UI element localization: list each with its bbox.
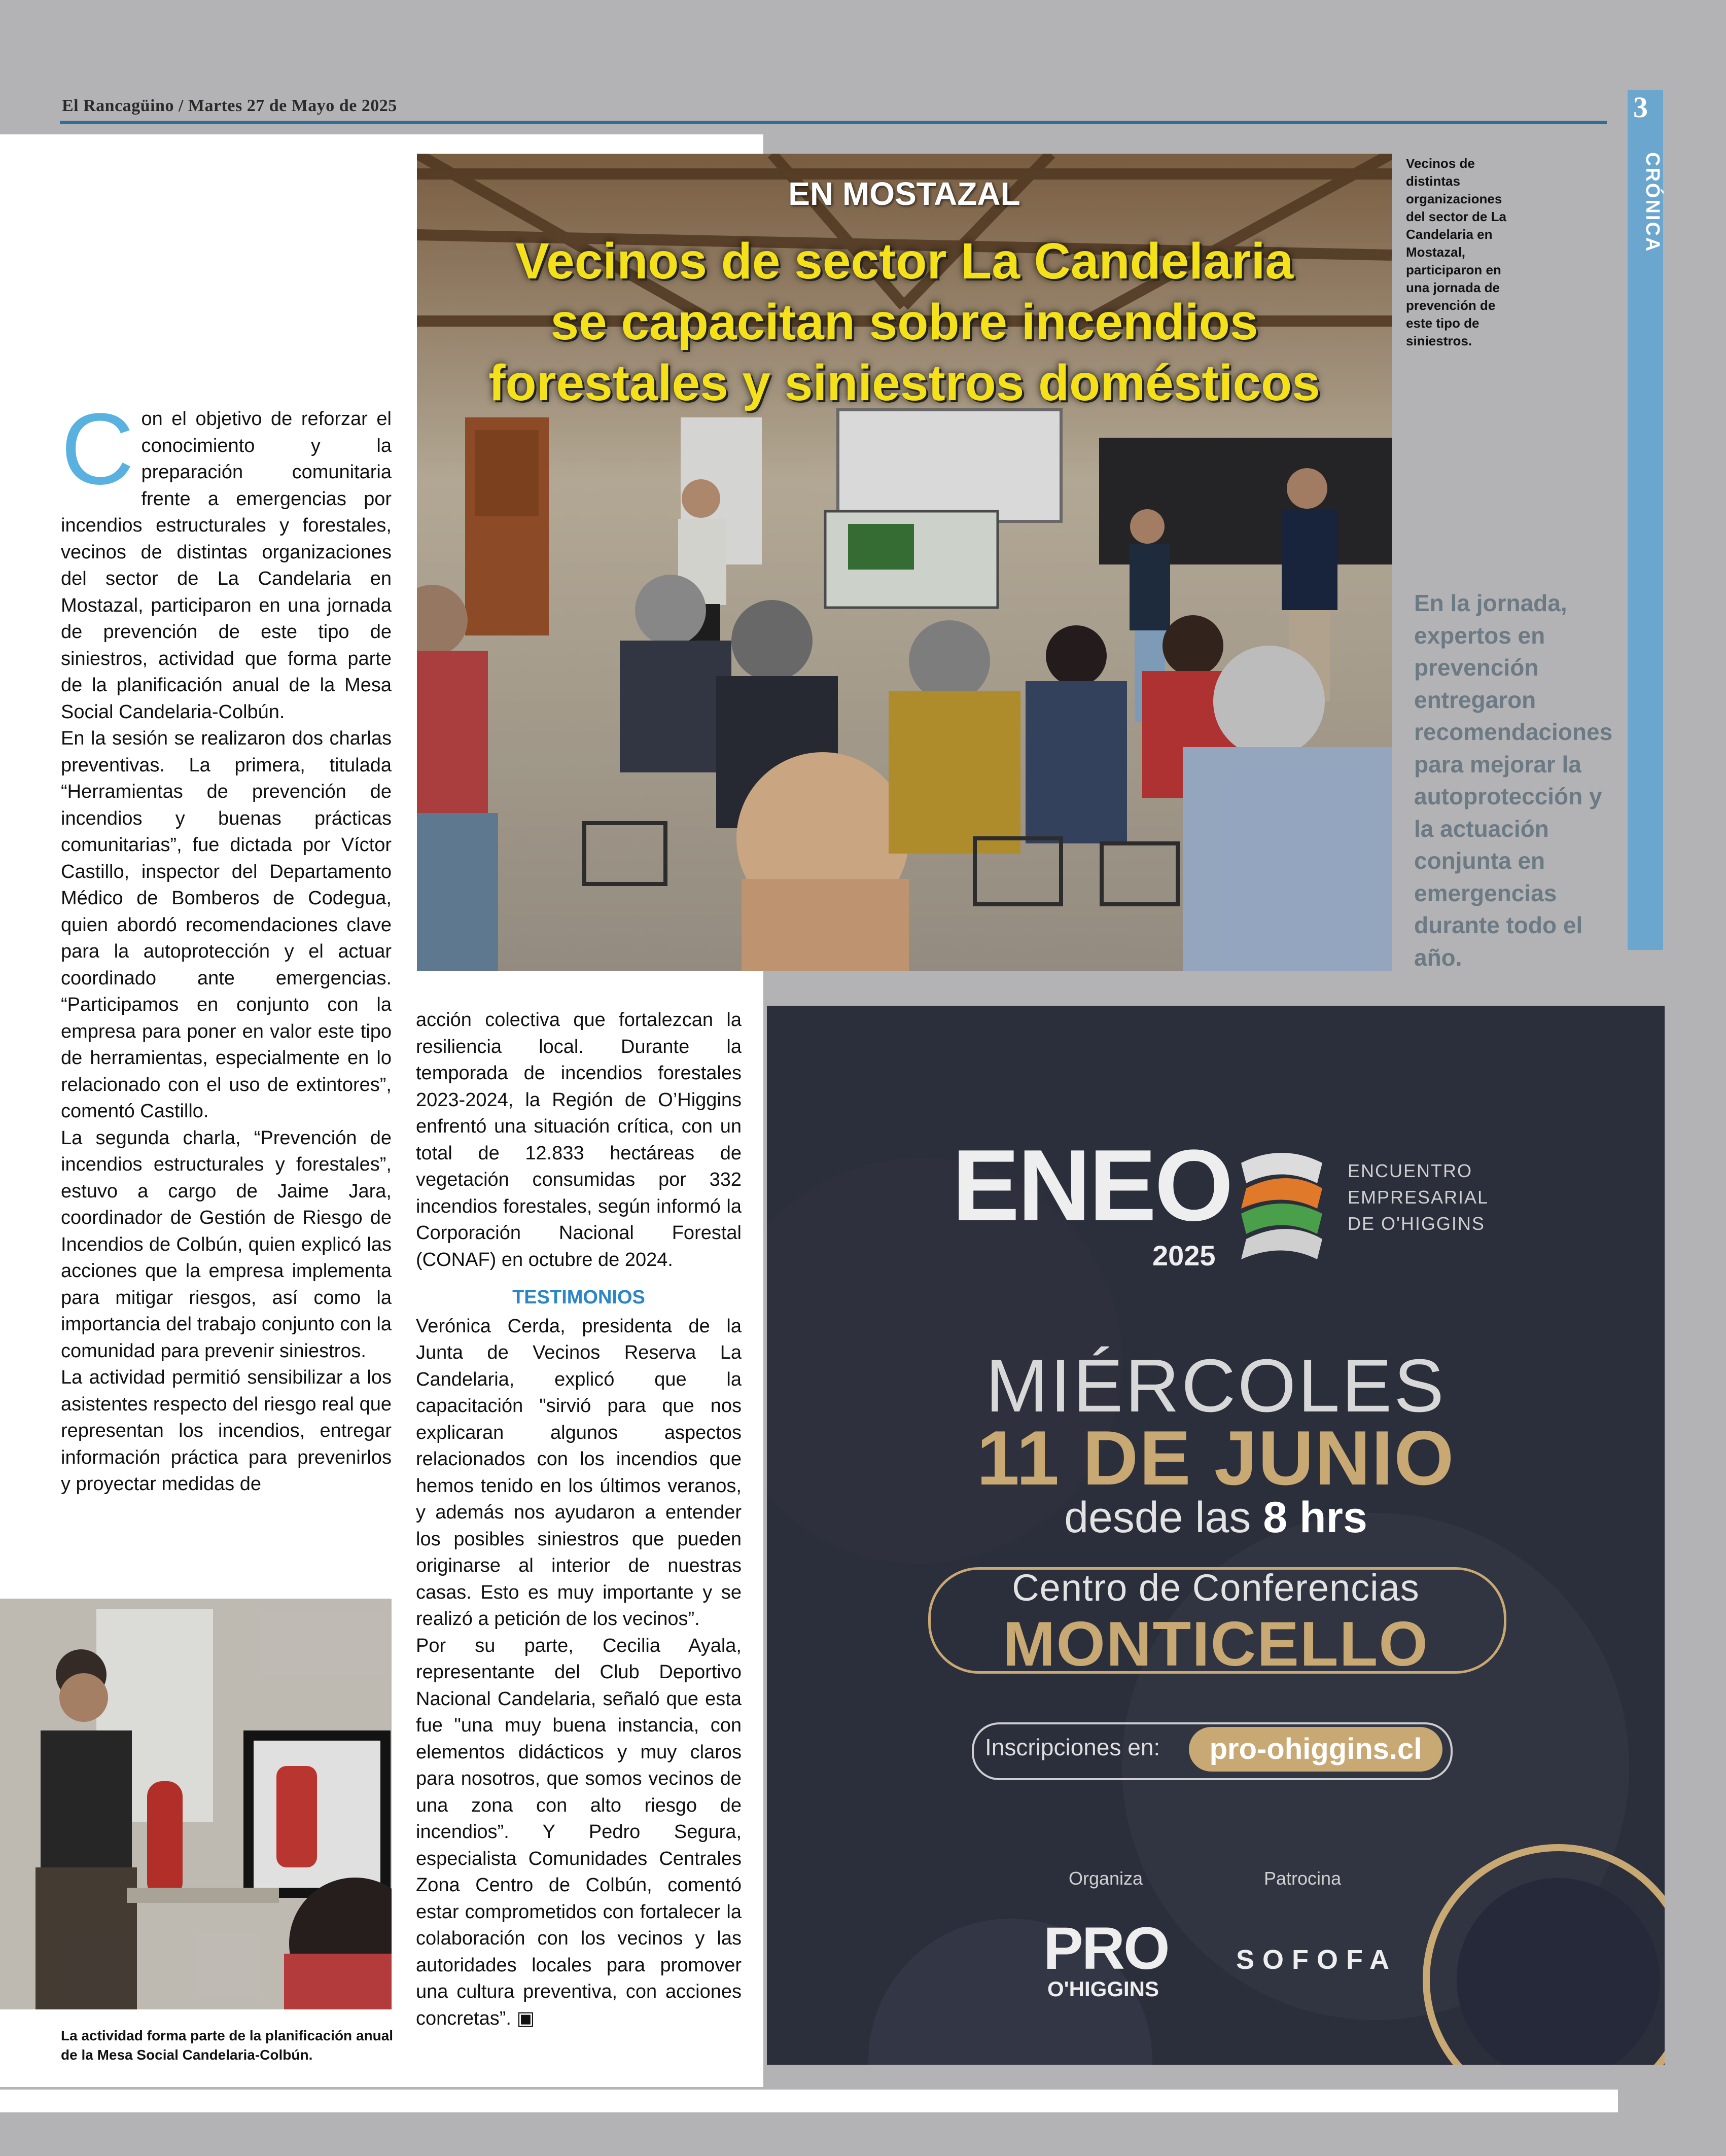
eneo-logo: ENEO bbox=[952, 1129, 1231, 1242]
paragraph: La segunda charla, “Prevención de incendios estructurales y forestales”, estuvo a cargo de Jaime Jara, coordinador de Gestión de Riesgo de Incendios de Colbún, quien explicó las acciones que la empresa implementa para mitigar riesgos, así como la importancia del trabajo conjunto con la comunidad para prevenir siniestros. bbox=[61, 1127, 392, 1362]
ad-venue-label: Centro de Conferencias bbox=[1012, 1567, 1420, 1609]
secondary-photo-caption: La actividad forma parte de la planificación anual de la Mesa Social Candelaria-Colbún. bbox=[61, 2028, 394, 2063]
page-number: 3 bbox=[1633, 91, 1648, 124]
registration-url-link[interactable]: pro-ohiggins.cl bbox=[1209, 1733, 1422, 1765]
logo-subtitle-line: DE O'HIGGINS bbox=[1348, 1213, 1485, 1234]
paragraph: La actividad permitió sensibilizar a los asistentes respecto del riesgo real que representan los incendios, entregar información práctica para prevenirlos y proyectar medidas de bbox=[61, 1367, 392, 1495]
masthead-date: El Rancagüino / Martes 27 de Mayo de 2025 bbox=[62, 96, 397, 115]
drop-cap: C bbox=[61, 393, 134, 506]
paragraph: Por su parte, Cecilia Ayala, representante del Club Deportivo Nacional Candelaria, señaló que esta fue "una muy buena instancia, con elementos didácticos y muy claros para nosotros, que somos vecinos de una zona con alto riesgo de incendios”. Y Pedro Segura, especialista Comunidades Centrales Zona Centro de Colbún, comentó estar comprometidos con fortalecer la colaboración con los vecinos y las autoridades locales para promover una cultura preventiva, con acciones concretas”. ▣ bbox=[416, 1635, 742, 2029]
sofofa-logo: SOFOFA bbox=[1236, 1945, 1398, 1975]
ad-time-value: 8 hrs bbox=[1263, 1493, 1367, 1542]
ad-date: 11 DE JUNIO bbox=[976, 1415, 1455, 1501]
eneo-logo-year: 2025 bbox=[1152, 1240, 1216, 1271]
photo-caption-top: Vecinos de distintas organizaciones del sector de La Candelaria en Mostazal, participaron en una jornada de prevención de este tipo de siniestros. bbox=[1406, 156, 1506, 348]
ad-day: MIÉRCOLES bbox=[985, 1344, 1446, 1428]
ad-time-prefix: desde las bbox=[1064, 1493, 1251, 1542]
page-paper-bottom bbox=[0, 2090, 1618, 2112]
article-column-1 bbox=[61, 393, 392, 1498]
paragraph: acción colectiva que fortalezcan la resiliencia local. Durante la temporada de incendios forestales 2023-2024, la Región de O’Higgins enfrentó una situación crítica, con un total de 12.833 hectáreas de vegetación consumidas por 332 incendios forestales, según informó la Corporación Nacional Forestal (CONAF) en octubre de 2024. bbox=[416, 1009, 742, 1270]
eneo-logo-subtitle bbox=[1348, 1158, 1489, 1237]
headline-line-3: forestales y siniestros domésticos bbox=[488, 355, 1320, 411]
headline-line-1: Vecinos de sector La Candelaria bbox=[515, 233, 1293, 290]
article-headline bbox=[417, 231, 1392, 413]
registration-label: Inscripciones en: bbox=[985, 1734, 1160, 1760]
subheading: TESTIMONIOS bbox=[512, 1287, 645, 1308]
article-column-2 bbox=[416, 1007, 742, 2032]
logo-subtitle-line: ENCUENTRO bbox=[1348, 1160, 1473, 1181]
secondary-photo-illustration bbox=[0, 1599, 392, 2009]
secondary-photo bbox=[0, 1599, 392, 2009]
header-rule bbox=[60, 121, 1607, 124]
organizer-label: Organiza bbox=[1069, 1868, 1143, 1889]
pro-ohiggins-logo: PRO bbox=[1043, 1915, 1169, 1982]
logo-subtitle-line: EMPRESARIAL bbox=[1348, 1187, 1489, 1208]
paragraph: on el objetivo de reforzar el conocimiento y la preparación comunitaria frente a emergencias por incendios estructurales y forestales, vecinos de distintas organizaciones del sector de La Candelaria en Mostazal, participaron en una jornada de prevención de este tipo de siniestros, actividad que forma parte de la planificación anual de la Mesa Social Candelaria-Colbún. bbox=[61, 408, 392, 723]
section-label: CRÓNICA bbox=[1642, 152, 1663, 253]
article-kicker: EN MOSTAZAL bbox=[788, 175, 1020, 212]
side-caption: En la jornada, expertos en prevención entregaron recomendaciones para mejorar la autoprotección y la actuación conjunta en emergencias durante todo el año. bbox=[1414, 590, 1613, 971]
paragraph: Verónica Cerda, presidenta de la Junta de Vecinos Reserva La Candelaria, explicó que la capacitación "sirvió para que nos explicaran algunos aspectos relacionados con los incendios que hemos tenido en los últimos veranos, y además nos ayudaron a entender los posibles siniestros que pueden originarse al interior de nuestras casas. Esto es muy importante y se realizó a petición de los vecinos”. bbox=[416, 1315, 742, 1630]
sponsor-label: Patrocina bbox=[1264, 1868, 1342, 1889]
eneo-advertisement[interactable] bbox=[767, 1006, 1665, 2065]
ad-time bbox=[767, 1493, 1665, 1543]
paragraph: En la sesión se realizaron dos charlas preventivas. La primera, titulada “Herramientas de prevención de incendios y buenas prácticas comunitarias”, fue dictada por Víctor Castillo, inspector del Departamento Médico de Bomberos de Codegua, quien abordó recomendaciones clave para la autoprotección y el actuar coordinado ante emergencias. “Participamos en conjunto con la empresa para poner en valor este tipo de herramientas, especialmente en lo relacionado con el uso de extintores”, comentó Castillo. bbox=[61, 728, 392, 1122]
ad-venue: MONTICELLO bbox=[1003, 1609, 1429, 1679]
pro-ohiggins-logo-sub: O'HIGGINS bbox=[1047, 1977, 1159, 2001]
headline-line-2: se capacitan sobre incendios bbox=[550, 294, 1258, 350]
